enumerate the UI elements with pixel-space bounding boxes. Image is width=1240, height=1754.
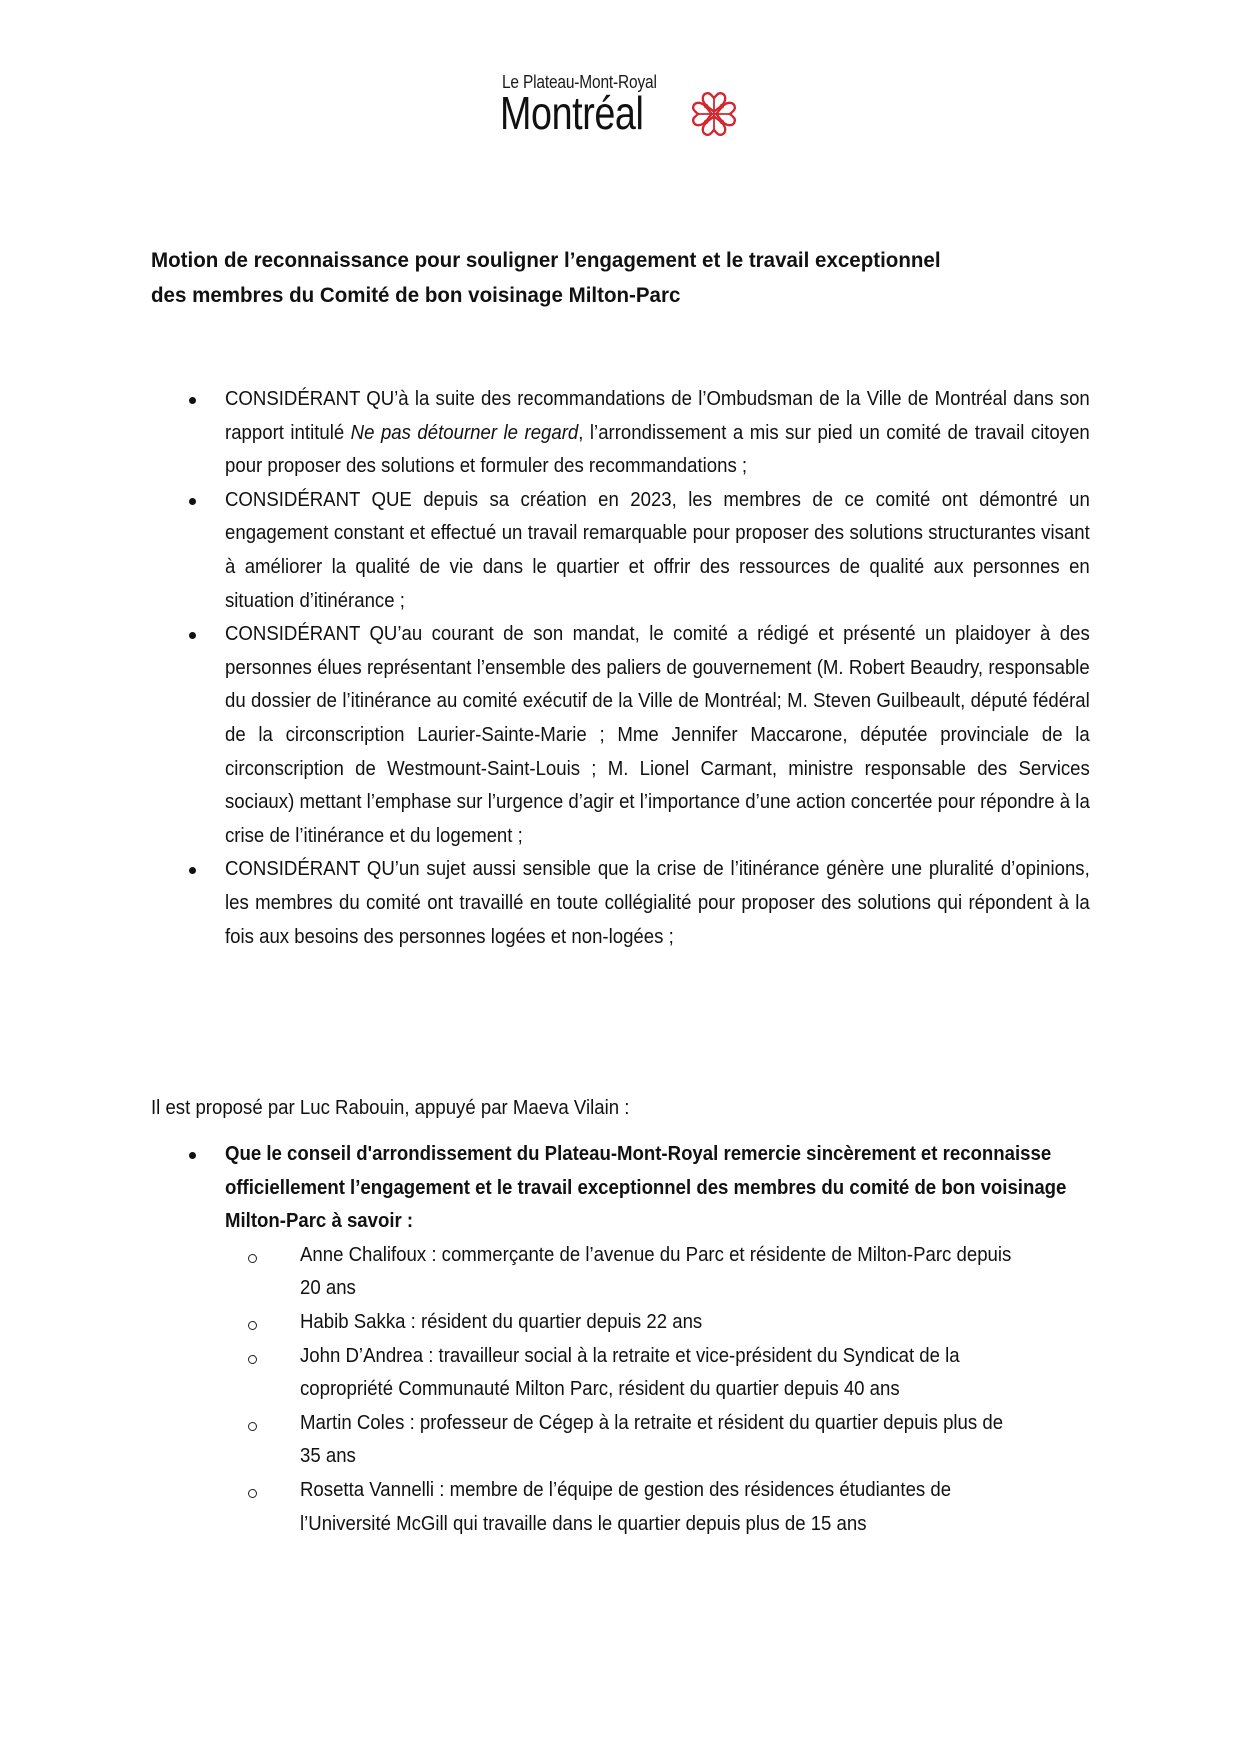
bullet-icon (189, 397, 196, 404)
considerant-item (185, 484, 1090, 618)
committee-member-text: Habib Sakka : résident du quartier depuis 22 ans (300, 1310, 703, 1333)
circle-bullet-icon (248, 1489, 257, 1498)
committee-member-text: Anne Chalifoux : commerçante de l’avenue du Parc et résidente de Milton-Parc depuis 20 ans (300, 1243, 1012, 1300)
committee-member-text: Martin Coles : professeur de Cégep à la retraite et résident du quartier depuis plus de 35 ans (300, 1411, 1004, 1468)
considerant-text: CONSIDÉRANT QU’un sujet aussi sensible que la crise de l’itinérance génère une pluralité d’opinions, les membres du comité ont travaillé en toute collégialité pour proposer des solutions qui répondent à la fois aux besoins des personnes logées et non-logées ; (225, 858, 1090, 948)
committee-member-item (225, 1340, 1020, 1407)
considerant-text (225, 383, 1090, 484)
bullet-icon (189, 632, 196, 639)
committee-member-item (225, 1407, 1020, 1474)
logo-city-name: Montréal (500, 87, 644, 139)
circle-bullet-icon (248, 1422, 257, 1431)
montreal-logo (500, 72, 760, 152)
considerant-text-part: CONSIDÉRANT QU’à la suite des recommandations de l’Ombudsman de la Ville de Montréal dans son rapport intitulé (225, 388, 1090, 444)
logo-borough-name: Le Plateau-Mont-Royal (502, 72, 657, 92)
committee-members-list (225, 1239, 1090, 1541)
bullet-icon (189, 498, 196, 505)
circle-bullet-icon (248, 1254, 257, 1263)
committee-member-text: John D’Andrea : travailleur social à la retraite et vice-président du Syndicat de la copropriété Communauté Milton Parc, résident du quartier depuis 40 ans (300, 1344, 960, 1401)
bullet-icon (189, 867, 196, 874)
considerant-item (185, 853, 1090, 954)
considerant-text-part: , l’arrondissement a mis sur pied un comité de travail citoyen pour proposer des solutions et formuler des recommandations ; (225, 421, 1090, 478)
motion-title-line-1: Motion de reconnaissance pour souligner l’engagement et le travail exceptionnel (151, 248, 941, 272)
considerants-list (185, 383, 1090, 954)
resolution-item (185, 1138, 1075, 1239)
circle-bullet-icon (248, 1321, 257, 1330)
proposal-text: Il est proposé par Luc Rabouin, appuyé par Maeva Vilain : (151, 1097, 630, 1119)
bullet-icon (189, 1152, 196, 1159)
resolution (185, 1138, 1090, 1541)
motion-title (151, 243, 1068, 313)
montreal-rosette-icon (686, 86, 742, 142)
considerant-text: CONSIDÉRANT QUE depuis sa création en 2023, les membres de ce comité ont démontré un engagement constant et effectué un travail remarquable pour proposer des solutions structurantes visant à améliorer la qualité de vie dans le quartier et offrir des ressources de qualité aux personnes en situation d’itinérance ; (225, 488, 1090, 612)
considerant-item (185, 383, 1090, 484)
committee-member-item (225, 1474, 1020, 1541)
committee-member-text: Rosetta Vannelli : membre de l’équipe de gestion des résidences étudiantes de l’Université McGill qui travaille dans le quartier depuis plus de 15 ans (300, 1478, 952, 1535)
proposal-statement (151, 1092, 665, 1126)
committee-member-item (225, 1239, 1020, 1306)
considerant-item (185, 618, 1090, 853)
committee-member-item (225, 1306, 1020, 1340)
resolution-text: Que le conseil d'arrondissement du Plateau-Mont-Royal remercie sincèrement et reconnaisse officiellement l’engagement et le travail exceptionnel des membres du comité de bon voisinage Milton-Parc à savoir : (225, 1143, 1067, 1233)
report-title: Ne pas détourner le regard (350, 421, 579, 444)
motion-title-line-2: des membres du Comité de bon voisinage Milton-Parc (151, 283, 681, 307)
circle-bullet-icon (248, 1355, 257, 1364)
considerant-text: CONSIDÉRANT QU’au courant de son mandat, le comité a rédigé et présenté un plaidoyer à des personnes élues représentant l’ensemble des paliers de gouvernement (M. Robert Beaudry, responsable du dossier de l’itinérance au comité exécutif de la Ville de Montréal; M. Steven Guilbeault, député fédéral de la circonscription Laurier-Sainte-Marie ; Mme Jennifer Maccarone, députée provinciale de la circonscription de Westmount-Saint-Louis ; M. Lionel Carmant, ministre responsable des Services sociaux) mettant l’emphase sur l’urgence d’agir et l’importance d’une action concertée pour répondre à la crise de l’itinérance et du logement ; (225, 623, 1090, 847)
